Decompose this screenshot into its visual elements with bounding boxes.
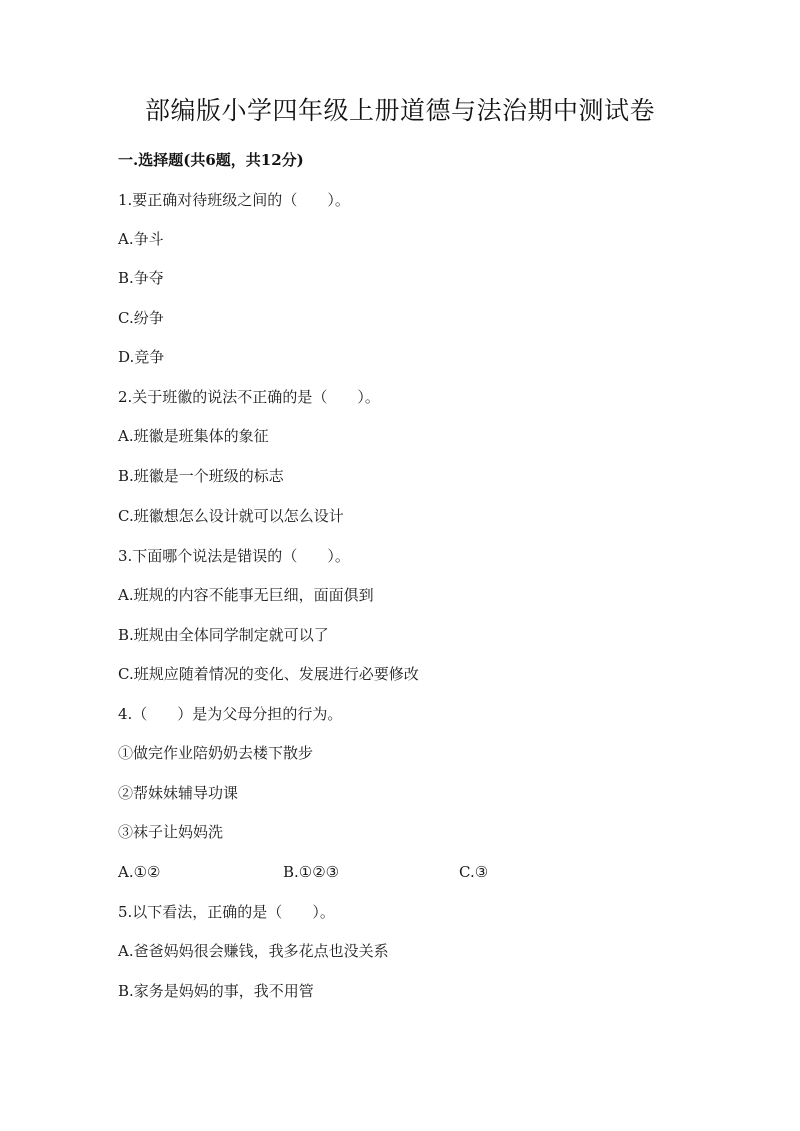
- question-3-option-b: B.班规由全体同学制定就可以了: [118, 626, 329, 644]
- question-4-option-a: A.①②: [118, 863, 161, 881]
- page-title: 部编版小学四年级上册道德与法治期中测试卷: [144, 96, 655, 125]
- question-3-option-a: A.班规的内容不能事无巨细，面面俱到: [118, 586, 374, 604]
- question-1-option-a: A.争斗: [118, 230, 164, 248]
- section-heading: 一.选择题(共6题，共12分): [118, 151, 304, 169]
- question-5-option-a: A.爸爸妈妈很会赚钱，我多花点也没关系: [118, 942, 389, 960]
- question-4-stem: 4.（ ）是为父母分担的行为。: [118, 705, 343, 723]
- question-1-stem: 1.要正确对待班级之间的（ ）。: [118, 191, 350, 209]
- question-4-option-c: C.③: [459, 863, 489, 881]
- question-1-option-c: C.纷争: [118, 309, 164, 327]
- question-5-option-b: B.家务是妈妈的事，我不用管: [118, 982, 314, 1000]
- question-2-stem: 2.关于班徽的说法不正确的是（ ）。: [118, 388, 380, 406]
- question-2-option-b: B.班徽是一个班级的标志: [118, 467, 284, 485]
- question-4-option-b: B.①②③: [283, 863, 340, 881]
- question-5-stem: 5.以下看法，正确的是（ ）。: [118, 903, 335, 921]
- question-3-option-c: C.班规应随着情况的变化、发展进行必要修改: [118, 665, 419, 683]
- question-2-option-a: A.班徽是班集体的象征: [118, 427, 269, 445]
- question-4-item-1: ①做完作业陪奶奶去楼下散步: [118, 744, 314, 762]
- question-1-option-d: D.竞争: [118, 348, 165, 366]
- question-1-option-b: B.争夺: [118, 269, 164, 287]
- question-4-item-2: ②帮妹妹辅导功课: [118, 784, 239, 802]
- question-4-item-3: ③袜子让妈妈洗: [118, 823, 224, 841]
- question-3-stem: 3.下面哪个说法是错误的（ ）。: [118, 547, 350, 565]
- question-2-option-c: C.班徽想怎么设计就可以怎么设计: [118, 507, 344, 525]
